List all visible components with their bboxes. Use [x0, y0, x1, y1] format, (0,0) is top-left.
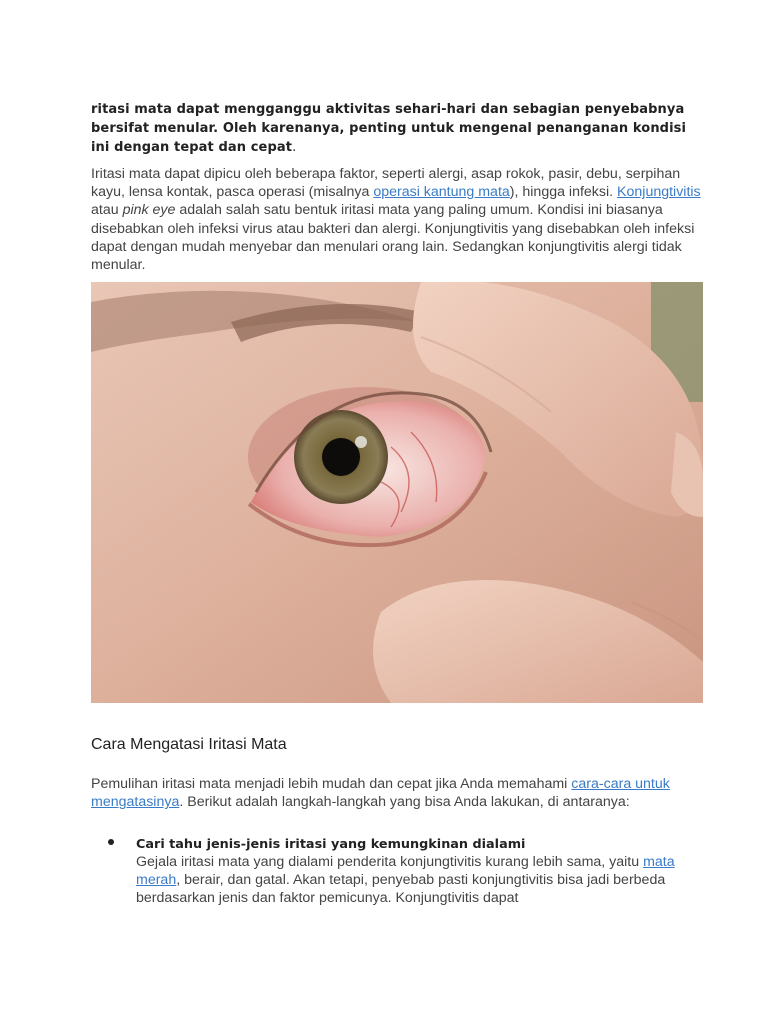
- text-run: Gejala iritasi mata yang dialami penderita konjungtivitis kurang lebih sama, yaitu: [136, 853, 644, 870]
- intro-tail: .: [292, 140, 297, 155]
- section-title: Cara Mengatasi Iritasi Mata: [91, 736, 287, 754]
- text-run: Pemulihan iritasi mata menjadi lebih mudah dan cepat jika Anda memahami: [91, 776, 572, 793]
- text-run: , berair, dan gatal. Akan tetapi, penyebab pasti konjungtivitis bisa jadi berbeda berdasarkan jenis dan faktor pemicunya. Konjungtivitis dapat: [136, 871, 666, 907]
- irritated-eye-photo: [91, 282, 703, 703]
- step-title: Cari tahu jenis-jenis iritasi yang kemungkinan dialami: [136, 836, 526, 852]
- cara-mengatasi-link[interactable]: cara-cara untuk mengatasinya: [91, 776, 670, 811]
- text-run: adalah salah satu bentuk iritasi mata yang paling umum. Kondisi ini biasanya disebabkan oleh infeksi virus atau bakteri dan alergi. Konjungtivitis yang disebabkan oleh infeksi dapat dengan mudah menyebar dan menulari orang lain. Sedangkan konjungtivitis alergi tidak menular.: [91, 202, 695, 274]
- text-run: atau: [91, 202, 123, 219]
- bullet-icon: [108, 839, 114, 845]
- section-intro-paragraph: [91, 775, 706, 811]
- operasi-kantung-mata-link[interactable]: operasi kantung mata: [373, 184, 510, 201]
- mata-merah-link[interactable]: mata merah: [136, 853, 675, 888]
- text-run: ), hingga infeksi.: [509, 184, 618, 201]
- konjungtivitis-link[interactable]: Konjungtivitis: [617, 184, 701, 201]
- intro-bold-text: ritasi mata dapat mengganggu aktivitas sehari-hari dan sebagian penyebabnya bersifat menular. Oleh karenanya, penting untuk mengenal penanganan kondisi ini dengan tepat dan cepat: [91, 102, 687, 155]
- list-item: [136, 836, 706, 908]
- step-body: [136, 853, 706, 908]
- steps-list: [91, 836, 706, 908]
- text-run: Iritasi mata dapat dipicu oleh beberapa faktor, seperti alergi, asap rokok, pasir, debu, serpihan kayu, lensa kontak, pasca operasi (misalnya: [91, 166, 681, 201]
- causes-paragraph: [91, 165, 706, 274]
- pink-eye-term: pink eye: [122, 202, 176, 219]
- text-run: . Berikut adalah langkah-langkah yang bisa Anda lakukan, di antaranya:: [179, 794, 630, 811]
- article: [91, 100, 706, 907]
- intro-paragraph: [91, 100, 706, 157]
